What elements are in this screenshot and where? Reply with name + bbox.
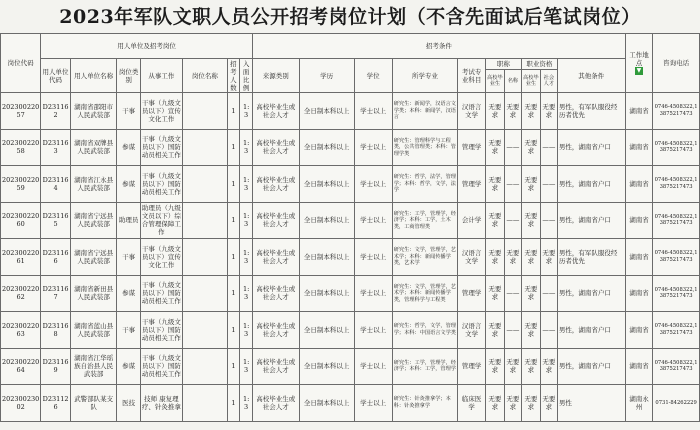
cell-quota[interactable]: 1 — [227, 202, 240, 239]
cell-employer-name[interactable]: 湖南省宁远县人民武装部 — [70, 202, 117, 239]
cell-qual-name[interactable]: 无要求 — [540, 348, 557, 385]
cell-post-name[interactable] — [183, 166, 227, 203]
cell-employer-name[interactable]: 湖南省江永县人民武装部 — [70, 166, 117, 203]
cell-title-name[interactable]: —— — [504, 202, 521, 239]
cell-title-name[interactable]: 无要求 — [504, 385, 521, 422]
cell-other[interactable]: 男性，有军队服役经历者优先 — [557, 239, 625, 276]
cell-degree[interactable]: 学士以上 — [354, 385, 392, 422]
cell-ratio[interactable]: 1:3 — [240, 239, 253, 276]
cell-education[interactable]: 全日制本科以上 — [299, 202, 354, 239]
cell-post-code[interactable]: 20230022062 — [1, 275, 41, 312]
table-row[interactable] — [1, 129, 700, 166]
header-title-level[interactable] — [485, 70, 504, 93]
header-work-location[interactable] — [625, 34, 653, 93]
table-row[interactable] — [1, 239, 700, 276]
cell-employer-name[interactable]: 湖南省新田县人民武装部 — [70, 275, 117, 312]
cell-employer-name[interactable]: 湖南省邵阳市人民武装部 — [70, 93, 117, 130]
header-quota[interactable]: 招考人数 — [227, 59, 240, 93]
table-row[interactable] — [1, 166, 700, 203]
cell-work-content[interactable]: 助理员（九级文员以下）综合管理保障工作 — [140, 202, 182, 239]
cell-qual-name[interactable]: —— — [540, 275, 557, 312]
cell-source-category[interactable]: 高校毕业生或社会人才 — [252, 348, 299, 385]
header-post-category[interactable]: 岗位类别 — [117, 59, 140, 93]
cell-post-category[interactable]: 参谋 — [117, 166, 140, 203]
cell-education[interactable]: 全日制本科以上 — [299, 348, 354, 385]
cell-quota[interactable]: 1 — [227, 385, 240, 422]
cell-work-location[interactable]: 湖南省 — [625, 202, 653, 239]
cell-work-location[interactable]: 湖南省 — [625, 166, 653, 203]
header-title-name-label: 名称 — [507, 77, 519, 84]
cell-source-category[interactable]: 高校毕业生或社会人才 — [252, 385, 299, 422]
cell-post-name[interactable] — [183, 239, 227, 276]
cell-post-code[interactable]: 20230022060 — [1, 202, 41, 239]
cell-exam-subject[interactable]: 管理学 — [458, 275, 486, 312]
cell-post-code[interactable]: 20230023002 — [1, 385, 41, 422]
cell-title-level[interactable]: 无要求 — [485, 166, 504, 203]
cell-post-category[interactable]: 干事 — [117, 239, 140, 276]
cell-post-category[interactable]: 干事 — [117, 312, 140, 349]
cell-post-name[interactable] — [183, 93, 227, 130]
header-ratio[interactable]: 入面比例 — [240, 59, 253, 93]
cell-work-location[interactable]: 湖南省 — [625, 239, 653, 276]
cell-consult-phone[interactable]: 0746-4508322,13875217473 — [653, 348, 700, 385]
cell-qual-name[interactable]: —— — [540, 166, 557, 203]
cell-other[interactable]: 男性，湖南省户口 — [557, 166, 625, 203]
cell-degree[interactable]: 学士以上 — [354, 239, 392, 276]
cell-work-location[interactable]: 湖南省 — [625, 312, 653, 349]
cell-work-content[interactable]: 干事（九级文员以下）国防动员相关工作 — [140, 348, 182, 385]
cell-ratio[interactable]: 1:3 — [240, 202, 253, 239]
cell-source-category[interactable]: 高校毕业生或社会人才 — [252, 239, 299, 276]
table-row[interactable] — [1, 348, 700, 385]
cell-title-level[interactable]: 无要求 — [485, 129, 504, 166]
header-title-level-sub: 高校毕业生 — [487, 74, 503, 87]
cell-ratio[interactable]: 1:3 — [240, 275, 253, 312]
cell-degree[interactable]: 学士以上 — [354, 129, 392, 166]
cell-exam-subject[interactable]: 管理学 — [458, 166, 486, 203]
cell-qual-level[interactable]: 无要求 — [521, 129, 540, 166]
cell-consult-phone[interactable]: 0731-84262229 — [653, 385, 700, 422]
cell-ratio[interactable]: 1:3 — [240, 166, 253, 203]
cell-qual-name[interactable]: —— — [540, 202, 557, 239]
cell-exam-subject[interactable]: 临床医学 — [458, 385, 486, 422]
table-row[interactable] — [1, 202, 700, 239]
cell-title-name[interactable]: —— — [504, 166, 521, 203]
cell-work-content[interactable]: 干事（九级文员以下）宣传文化工作 — [140, 239, 182, 276]
cell-post-code[interactable]: 20230022061 — [1, 239, 41, 276]
cell-source-category[interactable]: 高校毕业生或社会人才 — [252, 129, 299, 166]
cell-ratio[interactable]: 1:3 — [240, 312, 253, 349]
cell-employer-name[interactable]: 湖南省宁远县人民武装部 — [70, 239, 117, 276]
table-row[interactable] — [1, 385, 700, 422]
cell-qual-level[interactable]: 无要求 — [521, 312, 540, 349]
cell-employer-code[interactable]: D231163 — [41, 129, 71, 166]
header-degree[interactable]: 学位 — [354, 59, 392, 93]
cell-title-level[interactable]: 无要求 — [485, 385, 504, 422]
cell-exam-subject[interactable]: 汉语言文学 — [458, 93, 486, 130]
cell-work-content[interactable]: 干事（九级文员以下）国防动员相关工作 — [140, 166, 182, 203]
cell-work-location[interactable]: 湖南省 — [625, 129, 653, 166]
cell-degree[interactable]: 学士以上 — [354, 93, 392, 130]
cell-qual-level[interactable]: 无要求 — [521, 93, 540, 130]
cell-education[interactable]: 全日制本科以上 — [299, 275, 354, 312]
cell-education[interactable]: 全日制本科以上 — [299, 239, 354, 276]
cell-qual-level[interactable]: 无要求 — [521, 275, 540, 312]
header-employer-code[interactable]: 用人单位代码 — [41, 59, 71, 93]
cell-education[interactable]: 全日制本科以上 — [299, 93, 354, 130]
cell-other[interactable]: 男性，有军队服役经历者优先 — [557, 93, 625, 130]
header-employer-name[interactable]: 用人单位名称 — [70, 59, 117, 93]
cell-work-content[interactable]: 干事（九级文员以下）国防动员相关工作 — [140, 129, 182, 166]
cell-employer-code[interactable]: D231169 — [41, 348, 71, 385]
cell-post-category[interactable]: 医技 — [117, 385, 140, 422]
cell-post-name[interactable] — [183, 275, 227, 312]
cell-education[interactable]: 全日制本科以上 — [299, 312, 354, 349]
cell-exam-subject[interactable]: 管理学 — [458, 129, 486, 166]
cell-employer-code[interactable]: D231164 — [41, 166, 71, 203]
cell-employer-name[interactable]: 湖南省江华瑶族自治县人民武装部 — [70, 348, 117, 385]
cell-qual-level[interactable]: 无要求 — [521, 385, 540, 422]
cell-title-level[interactable]: 无要求 — [485, 239, 504, 276]
cell-work-location[interactable]: 湖南省 — [625, 93, 653, 130]
cell-employer-code[interactable]: D231167 — [41, 275, 71, 312]
cell-education[interactable]: 全日制本科以上 — [299, 129, 354, 166]
cell-employer-code[interactable]: D231168 — [41, 312, 71, 349]
cell-employer-code[interactable]: D231162 — [41, 93, 71, 130]
cell-major[interactable]: 研究生：文学，管理学，艺术学；本科：新闻传播学类，管理科学与工程类 — [392, 275, 458, 312]
cell-employer-code[interactable]: D231165 — [41, 202, 71, 239]
cell-title-level[interactable]: 无要求 — [485, 348, 504, 385]
cell-degree[interactable]: 学士以上 — [354, 275, 392, 312]
cell-title-name[interactable]: 无要求 — [504, 93, 521, 130]
cell-exam-subject[interactable]: 汉语言文学 — [458, 312, 486, 349]
cell-qual-name[interactable]: 无要求 — [540, 93, 557, 130]
cell-quota[interactable]: 1 — [227, 166, 240, 203]
cell-post-name[interactable] — [183, 312, 227, 349]
cell-qual-level[interactable]: 无要求 — [521, 239, 540, 276]
cell-degree[interactable]: 学士以上 — [354, 166, 392, 203]
cell-title-name[interactable]: —— — [504, 312, 521, 349]
cell-post-category[interactable]: 参谋 — [117, 275, 140, 312]
cell-quota[interactable]: 1 — [227, 312, 240, 349]
cell-exam-subject[interactable]: 汉语言文学 — [458, 239, 486, 276]
table-row[interactable] — [1, 312, 700, 349]
cell-employer-code[interactable]: D231126 — [41, 385, 71, 422]
cell-major[interactable]: 研究生：工学，管理学，经济学；本科：工学，管理学 — [392, 348, 458, 385]
cell-consult-phone[interactable]: 0746-4508322,13875217473 — [653, 202, 700, 239]
cell-source-category[interactable]: 高校毕业生或社会人才 — [252, 312, 299, 349]
cell-post-code[interactable]: 20230022058 — [1, 129, 41, 166]
header-qual-group: 职业资格 — [521, 59, 557, 70]
cell-major[interactable]: 研究生：文学，管理学，艺术学；本科：新闻传播学类，艺术学 — [392, 239, 458, 276]
cell-exam-subject[interactable]: 会计学 — [458, 202, 486, 239]
cell-post-name[interactable] — [183, 202, 227, 239]
cell-title-name[interactable]: 无要求 — [504, 348, 521, 385]
cell-work-content[interactable]: 干事（九级文员以下）国防动员相关工作 — [140, 275, 182, 312]
cell-source-category[interactable]: 高校毕业生或社会人才 — [252, 275, 299, 312]
cell-ratio[interactable]: 1:3 — [240, 93, 253, 130]
cell-major[interactable]: 研究生：哲学，文学，管理学；本科：中国语言文学类 — [392, 312, 458, 349]
header-qual-level-sub: 高校毕业生 — [523, 74, 539, 87]
cell-work-location[interactable]: 湖南永州 — [625, 385, 653, 422]
cell-post-category[interactable]: 干事 — [117, 93, 140, 130]
header-post-code[interactable]: 岗位代码 — [1, 34, 41, 93]
cell-quota[interactable]: 1 — [227, 275, 240, 312]
cell-education[interactable]: 全日制本科以上 — [299, 385, 354, 422]
cell-title-level[interactable]: 无要求 — [485, 312, 504, 349]
cell-title-level[interactable]: 无要求 — [485, 275, 504, 312]
cell-qual-name[interactable]: 无要求 — [540, 239, 557, 276]
cell-other[interactable]: 男性，湖南省户口 — [557, 275, 625, 312]
cell-ratio[interactable]: 1:3 — [240, 348, 253, 385]
cell-source-category[interactable]: 高校毕业生或社会人才 — [252, 202, 299, 239]
cell-consult-phone[interactable]: 0746-4508322,13875217473 — [653, 239, 700, 276]
cell-quota[interactable]: 1 — [227, 239, 240, 276]
cell-other[interactable]: 男性，湖南省户口 — [557, 202, 625, 239]
cell-quota[interactable]: 1 — [227, 93, 240, 130]
header-qual-name[interactable] — [540, 70, 557, 93]
cell-major[interactable]: 研究生：针灸推拿学；本科：针灸推拿学 — [392, 385, 458, 422]
cell-major[interactable]: 研究生：工学，管理学，经济学；本科：工学，土木类，工商管理类 — [392, 202, 458, 239]
header-consult-phone[interactable]: 咨询电话 — [653, 34, 700, 93]
cell-other[interactable]: 男性，湖南省户口 — [557, 312, 625, 349]
cell-work-location[interactable]: 湖南省 — [625, 275, 653, 312]
header-post-name[interactable]: 岗位名称 — [183, 59, 227, 93]
cell-post-name[interactable] — [183, 129, 227, 166]
cell-post-code[interactable]: 20230022057 — [1, 93, 41, 130]
cell-degree[interactable]: 学士以上 — [354, 202, 392, 239]
table-row[interactable] — [1, 275, 700, 312]
header-qual-level[interactable] — [521, 70, 540, 93]
cell-other[interactable]: 男性 — [557, 385, 625, 422]
cell-post-category[interactable]: 参谋 — [117, 348, 140, 385]
page-title: 2023年军队文职人员公开招考岗位计划（不含先面试后笔试岗位） — [59, 6, 641, 28]
cell-qual-level[interactable]: 无要求 — [521, 202, 540, 239]
cell-qual-name[interactable]: —— — [540, 129, 557, 166]
cell-other[interactable]: 男性，湖南省户口 — [557, 348, 625, 385]
cell-post-name[interactable] — [183, 348, 227, 385]
cell-degree[interactable]: 学士以上 — [354, 312, 392, 349]
cell-ratio[interactable]: 1:3 — [240, 385, 253, 422]
cell-ratio[interactable]: 1:3 — [240, 129, 253, 166]
header-qual-name-sub: 社会人才 — [543, 74, 555, 87]
cell-work-content[interactable]: 干事（九级文员以下）国防动员相关工作 — [140, 312, 182, 349]
cell-major[interactable]: 研究生：新闻学，汉语言文学类；本科：新闻学，汉语言 — [392, 93, 458, 130]
cell-quota[interactable]: 1 — [227, 129, 240, 166]
table-body — [1, 93, 700, 422]
cell-title-name[interactable]: 无要求 — [504, 239, 521, 276]
cell-consult-phone[interactable]: 0746-4508322,13875217473 — [653, 166, 700, 203]
cell-post-code[interactable]: 20230022059 — [1, 166, 41, 203]
cell-employer-name[interactable]: 湖南省蓝山县人民武装部 — [70, 312, 117, 349]
header-work-content[interactable]: 从事工作 — [140, 59, 182, 93]
cell-title-name[interactable]: —— — [504, 129, 521, 166]
recruitment-table — [0, 33, 700, 422]
filter-icon[interactable]: ▼ — [636, 67, 642, 74]
cell-source-category[interactable]: 高校毕业生或社会人才 — [252, 166, 299, 203]
cell-work-content[interactable]: 干事（九级文员以下）宣传文化工作 — [140, 93, 182, 130]
header-title-group: 职称 — [485, 59, 521, 70]
cell-title-level[interactable]: 无要求 — [485, 93, 504, 130]
cell-qual-name[interactable]: 无要求 — [540, 385, 557, 422]
cell-major[interactable]: 研究生：哲学，法学，管理学；本科：哲学，文学，法学 — [392, 166, 458, 203]
header-requirements-group: 招考条件 — [252, 34, 625, 59]
header-education[interactable]: 学历 — [299, 59, 354, 93]
cell-education[interactable]: 全日制本科以上 — [299, 166, 354, 203]
cell-source-category[interactable]: 高校毕业生或社会人才 — [252, 93, 299, 130]
cell-employer-name[interactable]: 湖南省双牌县人民武装部 — [70, 129, 117, 166]
cell-qual-level[interactable]: 无要求 — [521, 166, 540, 203]
cell-post-name[interactable] — [183, 385, 227, 422]
cell-post-code[interactable]: 20230022063 — [1, 312, 41, 349]
cell-qual-name[interactable]: —— — [540, 312, 557, 349]
cell-post-category[interactable]: 参谋 — [117, 129, 140, 166]
header-work-location-label: 工作地点 — [629, 51, 649, 67]
cell-employer-code[interactable]: D231166 — [41, 239, 71, 276]
cell-employer-name[interactable]: 武警部队某支队 — [70, 385, 117, 422]
header-employer-group: 用人单位及招考岗位 — [41, 34, 253, 59]
cell-consult-phone[interactable]: 0746-4508322,13875217473 — [653, 275, 700, 312]
header-exam-subject[interactable]: 考试专业科目 — [458, 59, 486, 93]
cell-consult-phone[interactable]: 0746-4508322,13875217473 — [653, 93, 700, 130]
cell-major[interactable]: 研究生：管理科学与工程类，公共管理类；本科：管理学类 — [392, 129, 458, 166]
cell-exam-subject[interactable]: 管理学 — [458, 348, 486, 385]
table-row[interactable] — [1, 93, 700, 130]
header-source-category[interactable]: 来源类别 — [252, 59, 299, 93]
header-title-name[interactable] — [504, 70, 521, 93]
cell-title-name[interactable]: —— — [504, 275, 521, 312]
cell-degree[interactable]: 学士以上 — [354, 348, 392, 385]
cell-title-level[interactable]: 无要求 — [485, 202, 504, 239]
cell-work-content[interactable]: 技师 康复理疗、针灸推拿 — [140, 385, 182, 422]
header-major[interactable]: 所学专业 — [392, 59, 458, 93]
cell-quota[interactable]: 1 — [227, 348, 240, 385]
cell-post-code[interactable]: 20230022064 — [1, 348, 41, 385]
header-other[interactable]: 其他条件 — [557, 59, 625, 93]
cell-consult-phone[interactable]: 0746-4508322,13875217473 — [653, 312, 700, 349]
cell-consult-phone[interactable]: 0746-4508322,13875217473 — [653, 129, 700, 166]
cell-qual-level[interactable]: 无要求 — [521, 348, 540, 385]
cell-work-location[interactable]: 湖南省 — [625, 348, 653, 385]
cell-post-category[interactable]: 助理员 — [117, 202, 140, 239]
cell-other[interactable]: 男性，湖南省户口 — [557, 129, 625, 166]
